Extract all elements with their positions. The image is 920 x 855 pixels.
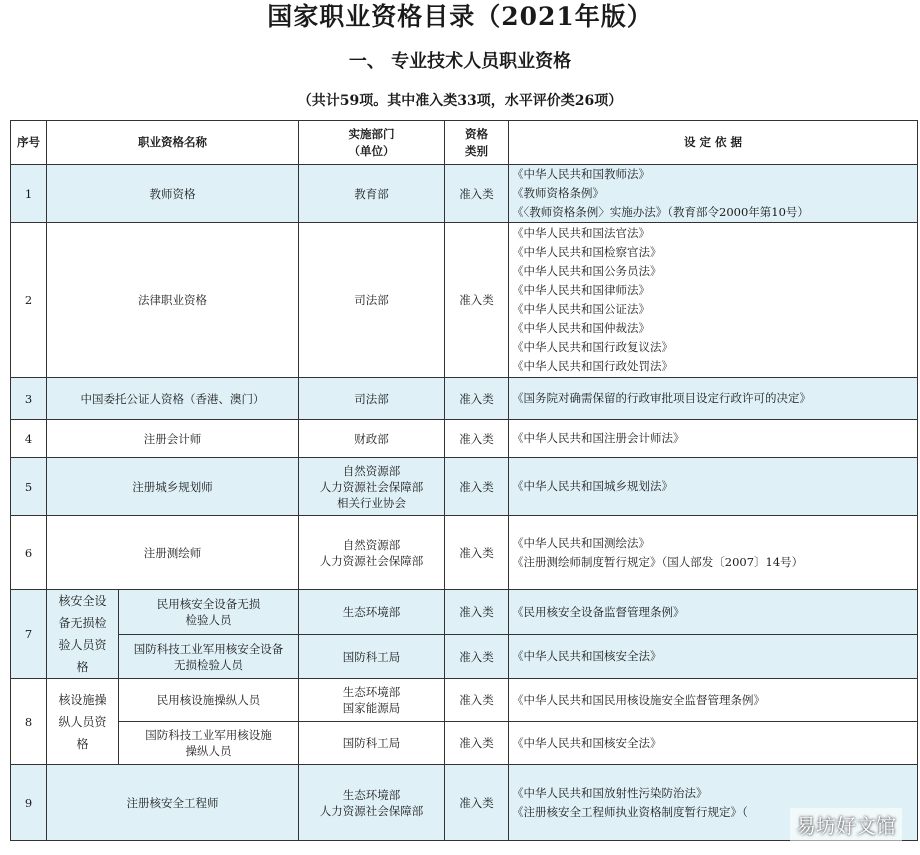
row-number-line: 2	[24, 293, 33, 307]
qualification-type-line: 准入类	[459, 649, 494, 664]
header-no: 序号	[11, 121, 47, 165]
row-number	[11, 679, 47, 765]
legal-basis	[509, 223, 918, 378]
row-number	[11, 378, 47, 420]
implementing-dept-line: 相关行业协会	[337, 495, 406, 510]
table-row	[11, 165, 918, 223]
implementing-dept-line: 财政部	[354, 431, 389, 446]
table-row	[11, 722, 918, 765]
table-row	[11, 679, 918, 722]
implementing-dept	[299, 458, 445, 516]
implementing-dept-line: 人力资源社会保障部	[319, 479, 424, 494]
legal-basis-line: 《国务院对确需保留的行政审批项目设定行政许可的决定》	[512, 391, 811, 405]
legal-basis	[509, 679, 918, 722]
legal-basis-line: 《中华人民共和国核安全法》	[512, 735, 662, 750]
qualification-type-line: 准入类	[459, 605, 494, 619]
qualification-type-line: 准入类	[459, 431, 494, 446]
qualification-type-line: 准入类	[459, 693, 494, 707]
legal-basis-line: 《中华人民共和国仲裁法》	[512, 321, 650, 335]
implementing-dept	[299, 223, 445, 378]
qualification-name-line: 民用核设施操纵人员	[156, 693, 261, 707]
legal-basis-line: 《中华人民共和国教师法》	[512, 167, 650, 181]
qualification-type-line: 准入类	[459, 795, 494, 810]
qualification-name	[119, 635, 299, 679]
row-number-line: 1	[24, 186, 33, 201]
qualification-table	[10, 120, 918, 841]
qualification-name-line: 注册城乡规划师	[132, 479, 213, 494]
implementing-dept-line: 国家能源局	[342, 701, 401, 715]
implementing-dept-line: 生态环境部	[342, 685, 401, 699]
implementing-dept	[299, 635, 445, 679]
legal-basis-line: 《中华人民共和国公证法》	[512, 302, 650, 316]
row-number-line: 5	[24, 479, 33, 494]
qualification-type	[445, 516, 509, 590]
header-dept: 实施部门 （单位）	[299, 121, 445, 165]
qualification-group-line: 核设施操	[58, 692, 107, 707]
qualification-type-line: 准入类	[459, 293, 494, 307]
qualification-name-line: 无损检验人员	[174, 657, 243, 672]
implementing-dept-line: 教育部	[354, 186, 389, 201]
qualification-name-line: 注册核安全工程师	[126, 795, 219, 810]
implementing-dept	[299, 516, 445, 590]
qualification-type	[445, 420, 509, 458]
qualification-name-line: 注册测绘师	[143, 545, 202, 560]
qualification-name	[47, 420, 299, 458]
qualification-name	[47, 223, 299, 378]
qualification-group-line: 格	[76, 736, 89, 751]
section-title: 一、 专业技术人员职业资格	[348, 51, 572, 72]
legal-basis-line: 《中华人民共和国民用核设施安全监督管理条例》	[512, 692, 765, 707]
row-number	[11, 420, 47, 458]
legal-basis-line: 《中华人民共和国法官法》	[512, 226, 650, 240]
implementing-dept-line: 国防科工局	[342, 649, 401, 664]
qualification-type-line: 准入类	[459, 391, 494, 406]
qualification-name	[47, 458, 299, 516]
implementing-dept	[299, 765, 445, 841]
qualification-type-line: 准入类	[459, 545, 494, 560]
legal-basis-line: 《中华人民共和国注册会计师法》	[512, 431, 685, 445]
row-number-line: 4	[24, 431, 33, 446]
legal-basis	[509, 516, 918, 590]
legal-basis-line: 《民用核安全设备监督管理条例》	[512, 604, 685, 619]
document-title: 国家职业资格目录（2021年版）	[267, 2, 653, 31]
implementing-dept	[299, 165, 445, 223]
legal-basis-line: 《教师资格条例》	[512, 186, 604, 200]
legal-basis-line: 《中华人民共和国放射性污染防治法》	[512, 785, 708, 800]
legal-basis-line: 《中华人民共和国检察官法》	[512, 245, 662, 259]
table-row	[11, 635, 918, 679]
watermark: 易坊好文馆	[790, 808, 902, 841]
header-basis: 设 定 依 据	[509, 121, 918, 165]
row-number	[11, 223, 47, 378]
qualification-type	[445, 722, 509, 765]
table-row	[11, 516, 918, 590]
implementing-dept-line: 司法部	[354, 293, 389, 307]
row-number-line: 9	[24, 795, 33, 810]
qualification-name-line: 国防科技工业军用核设施	[145, 728, 272, 742]
qualification-type	[445, 635, 509, 679]
qualification-type-line: 准入类	[459, 479, 494, 494]
qualification-name	[47, 165, 299, 223]
implementing-dept-line: 生态环境部	[342, 787, 401, 802]
qualification-name-line: 中国委托公证人资格（香港、澳门）	[80, 391, 265, 406]
legal-basis-line: 《中华人民共和国城乡规划法》	[512, 479, 673, 493]
row-number-line: 3	[24, 391, 33, 406]
qualification-name	[47, 516, 299, 590]
qualification-name	[119, 679, 299, 722]
implementing-dept	[299, 679, 445, 722]
legal-basis	[509, 722, 918, 765]
row-number-line: 6	[24, 545, 33, 560]
header-type: 资格 类别	[445, 121, 509, 165]
qualification-type	[445, 378, 509, 420]
implementing-dept-line: 人力资源社会保障部	[319, 553, 424, 568]
legal-basis-line: 《〈教师资格条例〉实施办法》（教育部令2000年第10号）	[512, 205, 809, 219]
legal-basis	[509, 378, 918, 420]
qualification-name	[119, 590, 299, 635]
legal-basis-line: 《中华人民共和国公务员法》	[512, 264, 662, 278]
qualification-type	[445, 679, 509, 722]
row-number	[11, 590, 47, 679]
header-name: 职业资格名称	[47, 121, 299, 165]
implementing-dept	[299, 590, 445, 635]
legal-basis	[509, 165, 918, 223]
row-number	[11, 765, 47, 841]
implementing-dept-line: 生态环境部	[342, 605, 401, 619]
implementing-dept-line: 司法部	[354, 391, 389, 406]
implementing-dept-line: 自然资源部	[342, 537, 401, 552]
implementing-dept	[299, 378, 445, 420]
implementing-dept-line: 国防科工局	[342, 736, 401, 750]
qualification-name	[47, 765, 299, 841]
qualification-name-line: 民用核安全设备无损	[156, 597, 261, 611]
table-row	[11, 378, 918, 420]
legal-basis-line: 《中华人民共和国测绘法》	[512, 535, 650, 550]
qualification-type	[445, 590, 509, 635]
qualification-name	[47, 378, 299, 420]
summary-text: （共计59项。其中准入类33项，水平评价类26项）	[297, 93, 623, 109]
implementing-dept	[299, 420, 445, 458]
row-number	[11, 165, 47, 223]
qualification-group-line: 核安全设	[58, 594, 107, 608]
legal-basis	[509, 458, 918, 516]
legal-basis	[509, 420, 918, 458]
qualification-group-line: 验人员资	[58, 638, 107, 652]
table-row	[11, 223, 918, 378]
qualification-type	[445, 458, 509, 516]
row-number-line: 8	[24, 714, 33, 729]
legal-basis-line: 《中华人民共和国行政复议法》	[512, 340, 673, 354]
qualification-group-line: 格	[76, 660, 89, 674]
row-number	[11, 516, 47, 590]
implementing-dept-line: 人力资源社会保障部	[319, 803, 424, 818]
table-row	[11, 458, 918, 516]
qualification-type-line: 准入类	[459, 186, 494, 201]
qualification-name	[119, 722, 299, 765]
legal-basis-line: 《注册测绘师制度暂行规定》（国人部发〔2007〕14号）	[512, 554, 804, 569]
legal-basis	[509, 635, 918, 679]
qualification-type	[445, 765, 509, 841]
legal-basis-line: 《注册核安全工程师执业资格制度暂行规定》（	[512, 804, 748, 819]
table-row	[11, 765, 918, 841]
qualification-name-line: 操纵人员	[185, 744, 232, 758]
qualification-name-line: 法律职业资格	[138, 293, 207, 307]
qualification-group-line: 纵人员资	[58, 714, 107, 729]
qualification-group	[47, 590, 119, 679]
legal-basis-line: 《中华人民共和国核安全法》	[512, 649, 662, 663]
qualification-name-line: 检验人员	[185, 613, 232, 627]
row-number	[11, 458, 47, 516]
qualification-type-line: 准入类	[459, 736, 494, 750]
qualification-group-line: 备无损检	[58, 616, 107, 630]
table-row	[11, 420, 918, 458]
qualification-name-line: 国防科技工业军用核安全设备	[133, 641, 284, 656]
implementing-dept	[299, 722, 445, 765]
qualification-type	[445, 165, 509, 223]
legal-basis	[509, 590, 918, 635]
qualification-type	[445, 223, 509, 378]
qualification-name-line: 教师资格	[149, 186, 196, 201]
implementing-dept-line: 自然资源部	[342, 463, 401, 478]
legal-basis-line: 《中华人民共和国行政处罚法》	[512, 359, 673, 373]
qualification-name-line: 注册会计师	[143, 431, 202, 446]
legal-basis-line: 《中华人民共和国律师法》	[512, 283, 650, 297]
row-number-line: 7	[24, 627, 33, 641]
qualification-group	[47, 679, 119, 765]
table-row	[11, 590, 918, 635]
